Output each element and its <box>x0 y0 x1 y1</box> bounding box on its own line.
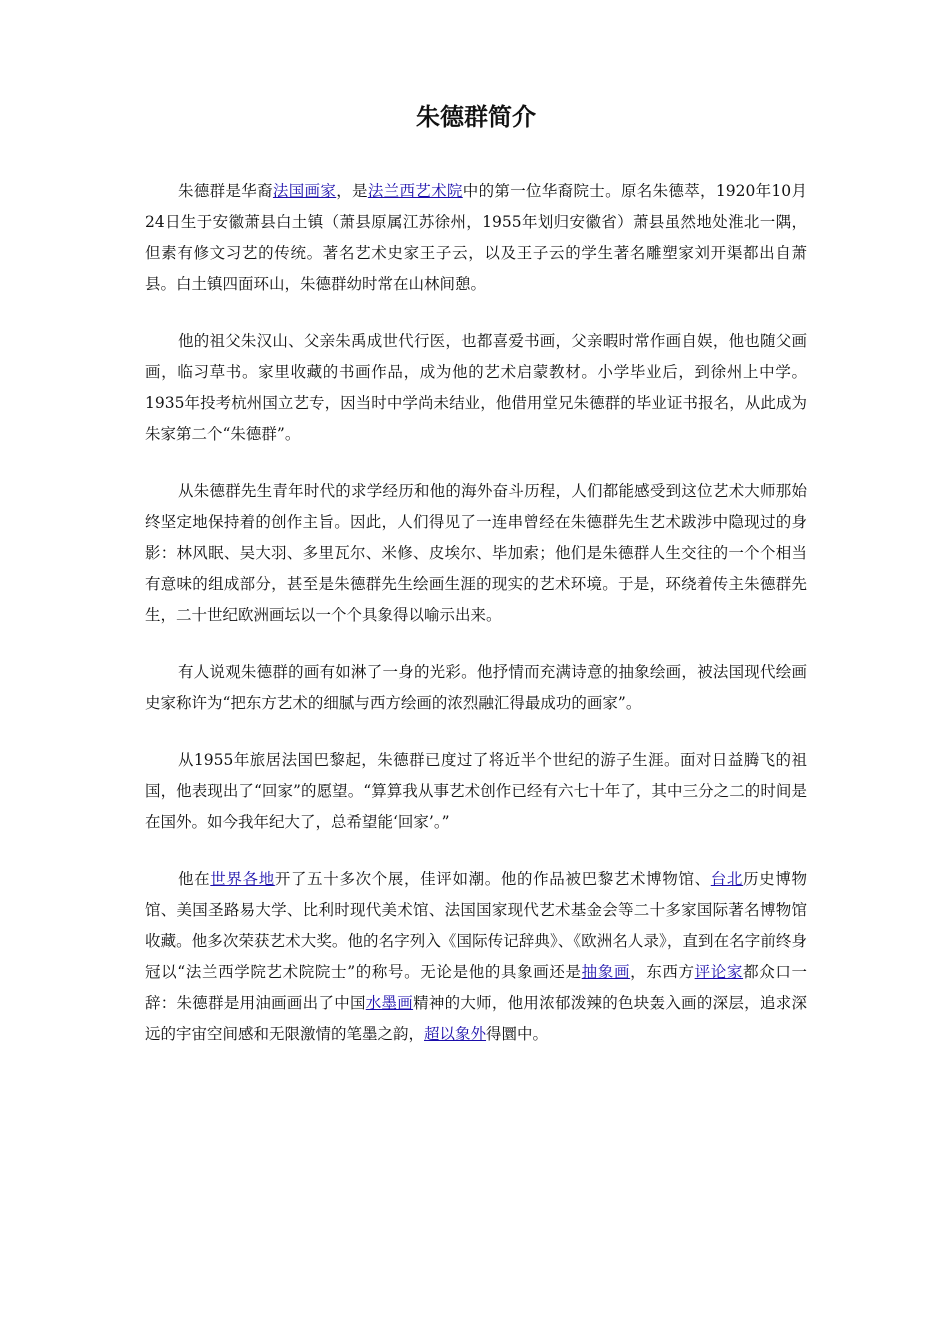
document-body <box>145 176 807 1076</box>
paragraph-3 <box>145 476 807 631</box>
text-segment: ，东西方 <box>630 963 695 981</box>
text-segment: 得圜中。 <box>486 1025 549 1043</box>
inline-link[interactable]: 法兰西艺术院 <box>367 182 463 200</box>
text-segment: 有人说观朱德群的画有如淋了一身的光彩。他抒情而充满诗意的抽象绘画，被法国现代绘画史家称许为“把东方艺术的细腻与西方绘画的浓烈融汇得最成功的画家”。 <box>145 663 807 712</box>
text-segment: 他的祖父朱汉山、父亲朱禹成世代行医，也都喜爱书画，父亲暇时常作画自娱，他也随父画画，临习草书。家里收藏的书画作品，成为他的艺术启蒙教材。小学毕业后，到徐州上中学。1935年投考杭州国立艺专，因当时中学尚未结业，他借用堂兄朱德群的毕业证书报名，从此成为朱家第二个“朱德群”。 <box>145 332 807 443</box>
inline-link[interactable]: 法国画家 <box>272 182 337 200</box>
inline-link[interactable]: 世界各地 <box>210 870 275 888</box>
inline-link[interactable]: 水墨画 <box>365 994 414 1012</box>
text-segment: 中的第一位华裔院士。原名朱德萃，1920年10月24日生于安徽萧县白土镇（萧县原属江苏徐州，1955年划归安徽省）萧县虽然地处淮北一隅，但素有修文习艺的传统。著名艺术史家王子云，以及王子云的学生著名雕塑家刘开渠都出自萧县。白土镇四面环山，朱德群幼时常在山林间憩。 <box>145 182 807 293</box>
paragraph-2 <box>145 326 807 450</box>
text-segment: ，是 <box>336 182 368 200</box>
paragraph-4 <box>145 657 807 719</box>
text-segment: 他在 <box>178 870 211 888</box>
text-segment: 朱德群是华裔 <box>178 182 273 200</box>
paragraph-5 <box>145 745 807 838</box>
inline-link[interactable]: 抽象画 <box>581 963 631 981</box>
inline-link[interactable]: 评论家 <box>694 963 744 981</box>
text-segment: 精神的大师，他用浓郁泼辣的色块轰入画的深层，追求深远的宇宙空间感和无限激情的笔墨之韵， <box>145 994 807 1043</box>
document-title: 朱德群简介 <box>416 103 536 131</box>
text-segment: 历史博物馆、美国圣路易大学、比利时现代美术馆、法国国家现代艺术基金会等二十多家国际著名博物馆收藏。他多次荣获艺术大奖。他的名字列入《国际传记辞典》、《欧洲名人录》，直到在名字前终身冠以“法兰西学院艺术院院士”的称号。无论是他的具象画还是 <box>145 870 807 981</box>
paragraph-6 <box>145 864 807 1050</box>
inline-link[interactable]: 超以象外 <box>424 1025 487 1043</box>
inline-link[interactable]: 台北 <box>710 870 744 888</box>
paragraph-1 <box>145 176 807 300</box>
text-segment: 从1955年旅居法国巴黎起，朱德群已度过了将近半个世纪的游子生涯。面对日益腾飞的祖国，他表现出了“回家”的愿望。“算算我从事艺术创作已经有六七十年了，其中三分之二的时间是在国外。如今我年纪大了，总希望能‘回家’。” <box>145 751 807 831</box>
text-segment: 都众口一辞：朱德群是用油画画出了中国 <box>145 963 807 1012</box>
text-segment: 开了五十多次个展，佳评如潮。他的作品被巴黎艺术博物馆、 <box>274 870 711 888</box>
text-segment: 从朱德群先生青年时代的求学经历和他的海外奋斗历程，人们都能感受到这位艺术大师那始终坚定地保持着的创作主旨。因此，人们得见了一连串曾经在朱德群先生艺术跋涉中隐现过的身影：林风眠、吴大羽、多里瓦尔、米修、皮埃尔、毕加索；他们是朱德群人生交往的一个个相当有意味的组成部分，甚至是朱德群先生绘画生涯的现实的艺术环境。于是，环绕着传主朱德群先生，二十世纪欧洲画坛以一个个具象得以喻示出来。 <box>145 482 807 624</box>
